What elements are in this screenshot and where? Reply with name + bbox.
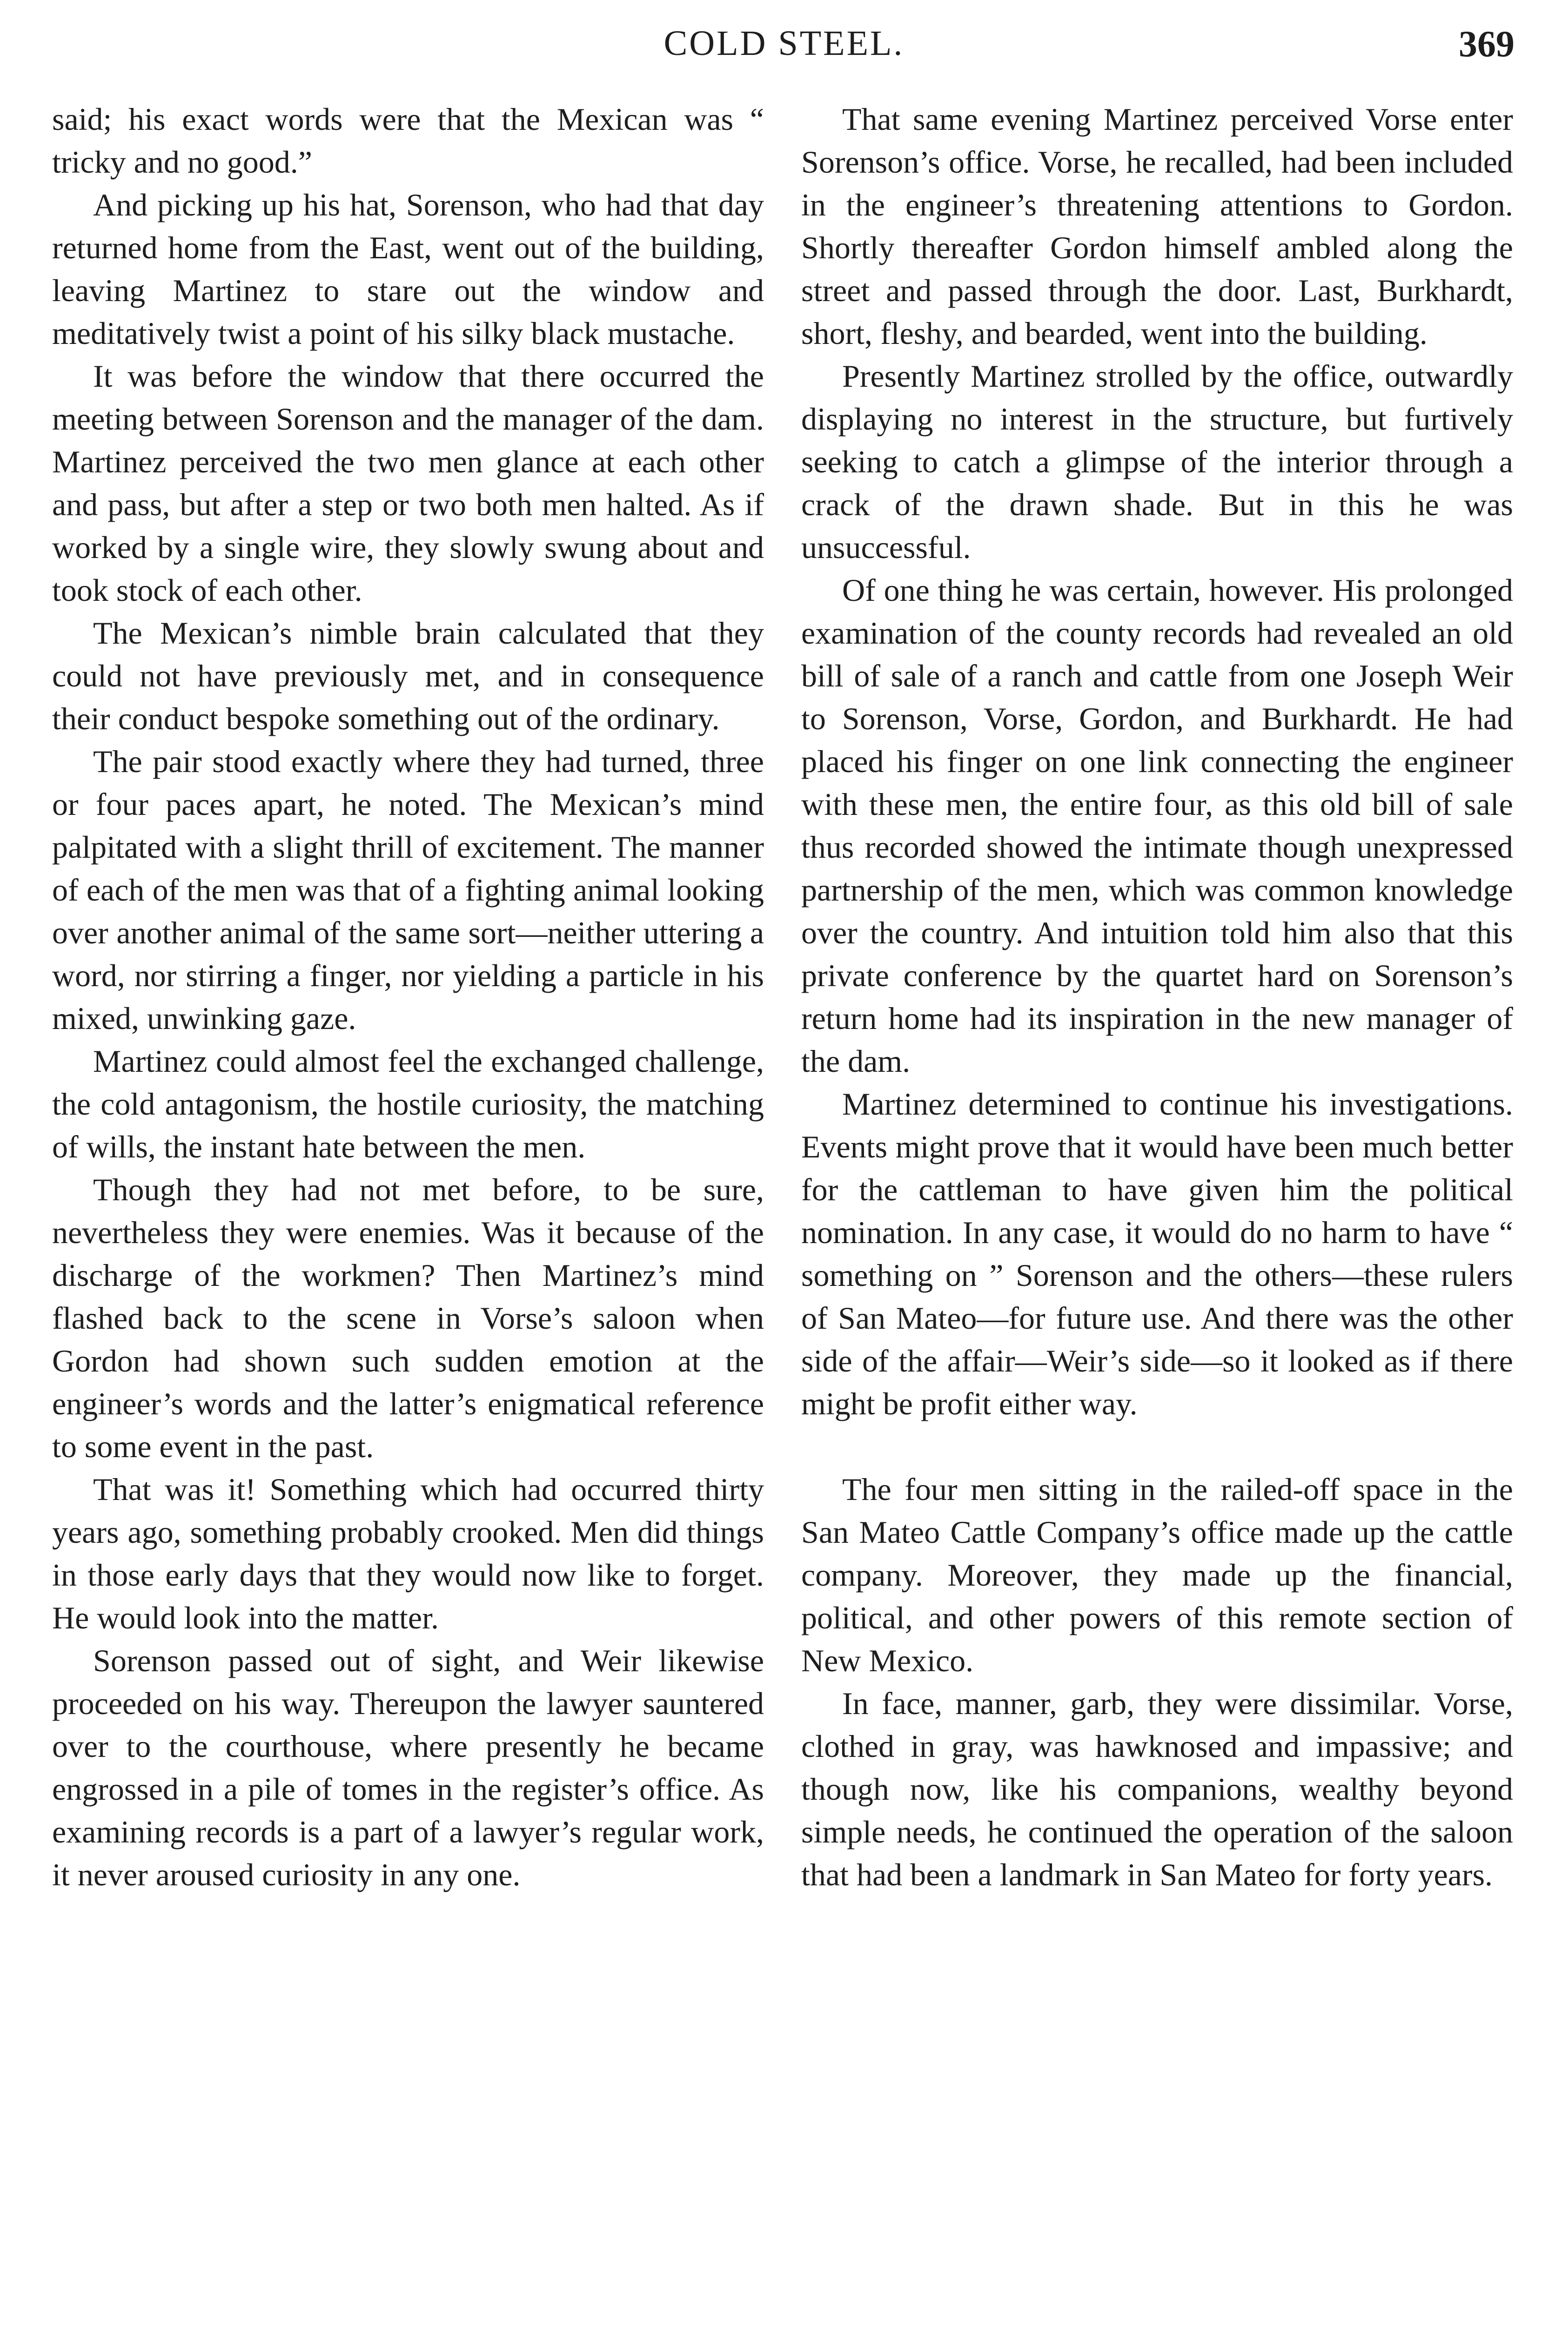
right-column xyxy=(801,98,1513,1896)
paragraph: The four men sitting in the railed-off space in the San Mateo Cattle Company’s office made up the cattle company. Moreover, they made up the financial, political, and other powers of this remote section of New Mexico. xyxy=(801,1472,1513,1678)
running-title: COLD STEEL. xyxy=(663,24,905,63)
paragraph: The Mexican’s nimble brain calculated that they could not have previously met, and in consequence their conduct bespoke something out of the ordinary. xyxy=(52,615,764,736)
paragraph: said; his exact words were that the Mexican was “ tricky and no good.” xyxy=(52,101,764,180)
paragraph: And picking up his hat, Sorenson, who had that day returned home from the East, went out of the building, leaving Martinez to stare out the window and meditatively twist a point of his silky black mustache. xyxy=(52,187,764,351)
left-column xyxy=(52,98,764,1896)
page-header xyxy=(0,23,1568,74)
paragraph: That was it! Something which had occurred thirty years ago, something probably crooked. Men did things in those early days that they would now like to forget. He would look into the matter. xyxy=(52,1472,764,1635)
paragraph: Presently Martinez strolled by the office, outwardly displaying no interest in the structure, but furtively seeking to catch a glimpse of the interior through a crack of the drawn shade. But in this he was unsuccessful. xyxy=(801,358,1513,565)
page-number: 369 xyxy=(1459,24,1514,65)
paragraph: Of one thing he was certain, however. His prolonged examination of the county records had revealed an old bill of sale of a ranch and cattle from one Joseph Weir to Sorenson, Vorse, Gordon, and Burkhardt. He had placed his finger on one link connecting the engineer with these men, the entire four, as this old bill of sale thus recorded showed the intimate though unexpressed partnership of the men, which was common knowledge over the country. And intuition told him also that this private conference by the quartet hard on Sorenson’s return home had its inspiration in the new manager of the dam. xyxy=(801,572,1513,1079)
paragraph: In face, manner, garb, they were dissimilar. Vorse, clothed in gray, was hawknosed and impassive; and though now, like his companions, wealthy beyond simple needs, he continued the operation of the saloon that had been a landmark in San Mateo for forty years. xyxy=(801,1686,1513,1892)
paragraph: Martinez determined to continue his investigations. Events might prove that it would have been much better for the cattleman to have given him the political nomination. In any case, it would do no harm to have “ something on ” Sorenson and the others—these rulers of San Mateo—for future use. And there was the other side of the affair—Weir’s side—so it looked as if there might be profit either way. xyxy=(801,1086,1513,1421)
paragraph: That same evening Martinez perceived Vorse enter Sorenson’s office. Vorse, he recalled, had been included in the engineer’s threatening attentions to Gordon. Shortly thereafter Gordon himself ambled along the street and passed through the door. Last, Burkhardt, short, fleshy, and bearded, went into the building. xyxy=(801,101,1513,351)
paragraph: Martinez could almost feel the exchanged challenge, the cold antagonism, the hostile curiosity, the matching of wills, the instant hate between the men. xyxy=(52,1043,764,1164)
paragraph: It was before the window that there occurred the meeting between Sorenson and the manager of the dam. Martinez perceived the two men glance at each other and pass, but after a step or two both men halted. As if worked by a single wire, they slowly swung about and took stock of each other. xyxy=(52,358,764,608)
paragraph: Though they had not met before, to be sure, nevertheless they were enemies. Was it because of the discharge of the workmen? Then Martinez’s mind flashed back to the scene in Vorse’s saloon when Gordon had shown such sudden emotion at the engineer’s words and the latter’s enigmatical reference to some event in the past. xyxy=(52,1172,764,1464)
section-break xyxy=(801,1425,1513,1468)
paragraph: Sorenson passed out of sight, and Weir likewise proceeded on his way. Thereupon the lawyer sauntered over to the courthouse, where presently he became engrossed in a pile of tomes in the register’s office. As examining records is a part of a lawyer’s regular work, it never aroused curiosity in any one. xyxy=(52,1643,764,1892)
paragraph: The pair stood exactly where they had turned, three or four paces apart, he noted. The Mexican’s mind palpitated with a slight thrill of excitement. The manner of each of the men was that of a fighting animal looking over another animal of the same sort—neither uttering a word, nor stirring a finger, nor yielding a particle in his mixed, unwinking gaze. xyxy=(52,744,764,1036)
